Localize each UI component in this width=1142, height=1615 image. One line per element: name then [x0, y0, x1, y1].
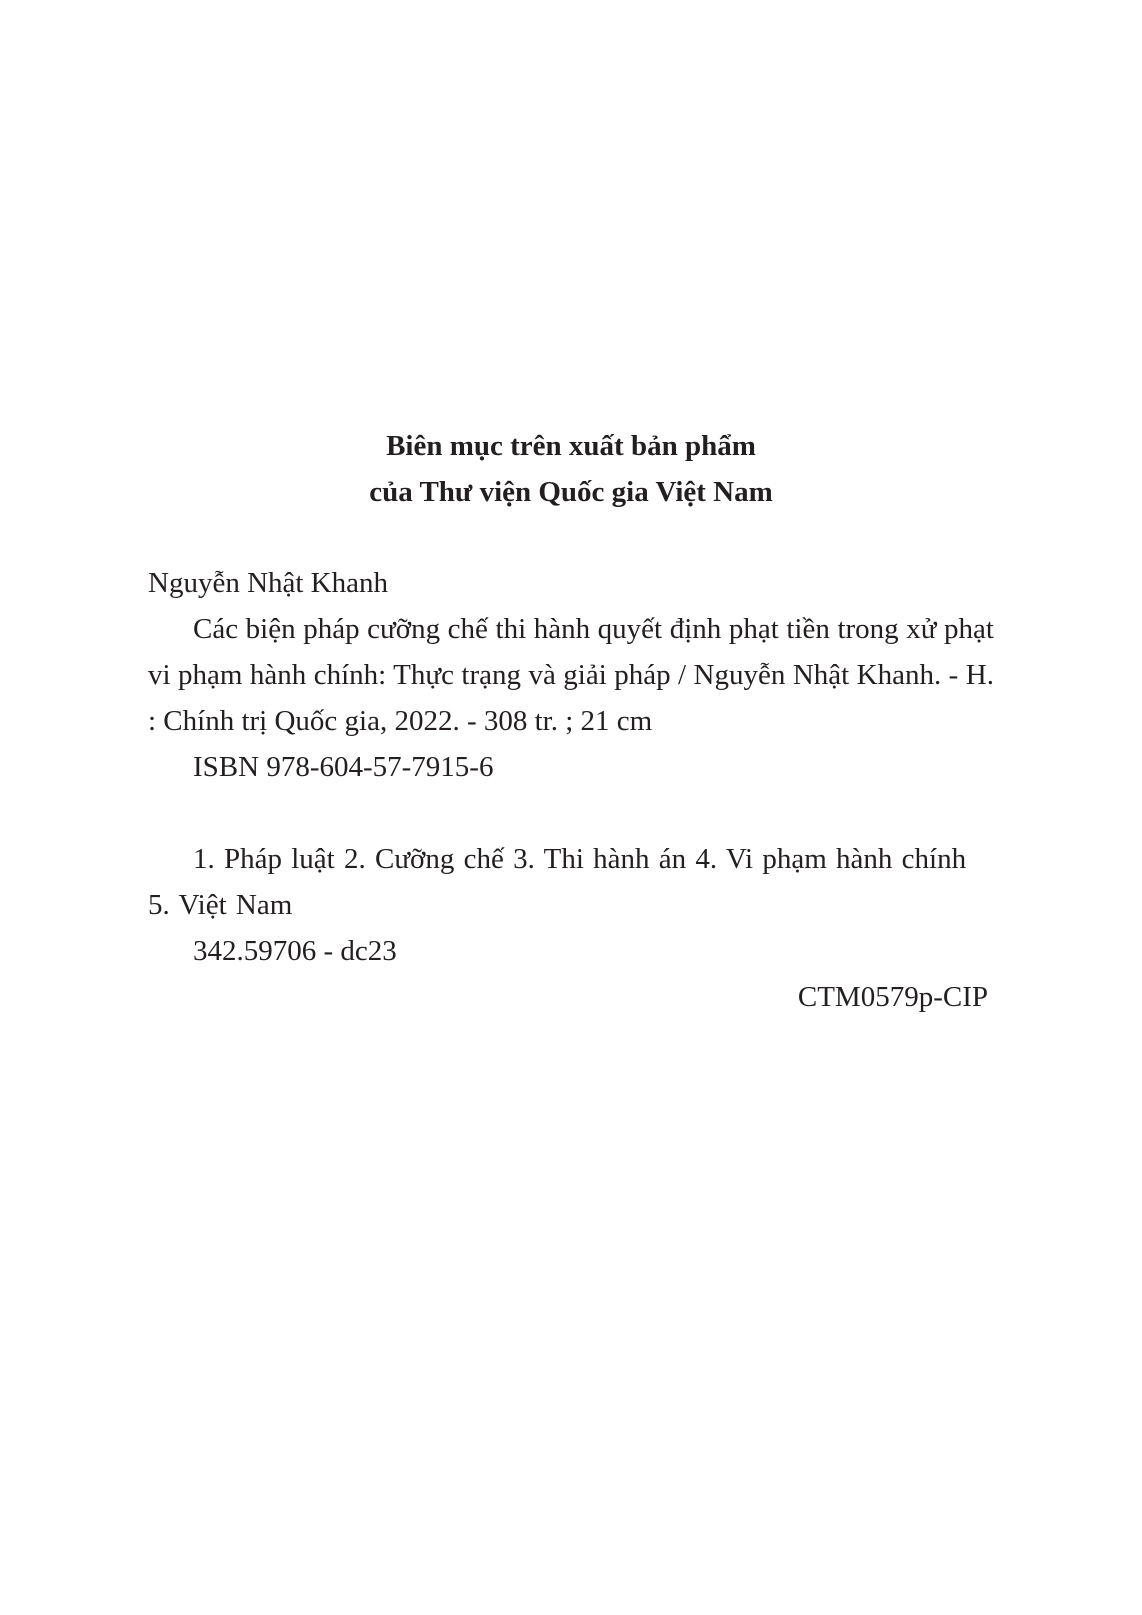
- record-classification: 342.59706 - dc23: [193, 935, 397, 967]
- record-author: Nguyễn Nhật Khanh: [148, 567, 389, 599]
- record-subjects: 1. Pháp luật 2. Cưỡng chế 3. Thi hành án 4. Vi phạm hành chính 5. Việt Nam: [148, 843, 967, 921]
- cip-heading-line-2: của Thư viện Quốc gia Việt Nam: [369, 476, 773, 508]
- record-cip-code: CTM0579p-CIP: [797, 981, 988, 1013]
- record-isbn: ISBN 978-604-57-7915-6: [193, 751, 494, 783]
- record-description: Các biện pháp cưỡng chế thi hành quyết định phạt tiền trong xử phạt vi phạm hành chính: Thực trạng và giải pháp / Nguyễn Nhật Khanh. - H. : Chính trị Quốc gia, 2022. - 308 tr. ; 21 cm: [148, 613, 994, 737]
- cip-heading-line-1: Biên mục trên xuất bản phẩm: [386, 430, 756, 462]
